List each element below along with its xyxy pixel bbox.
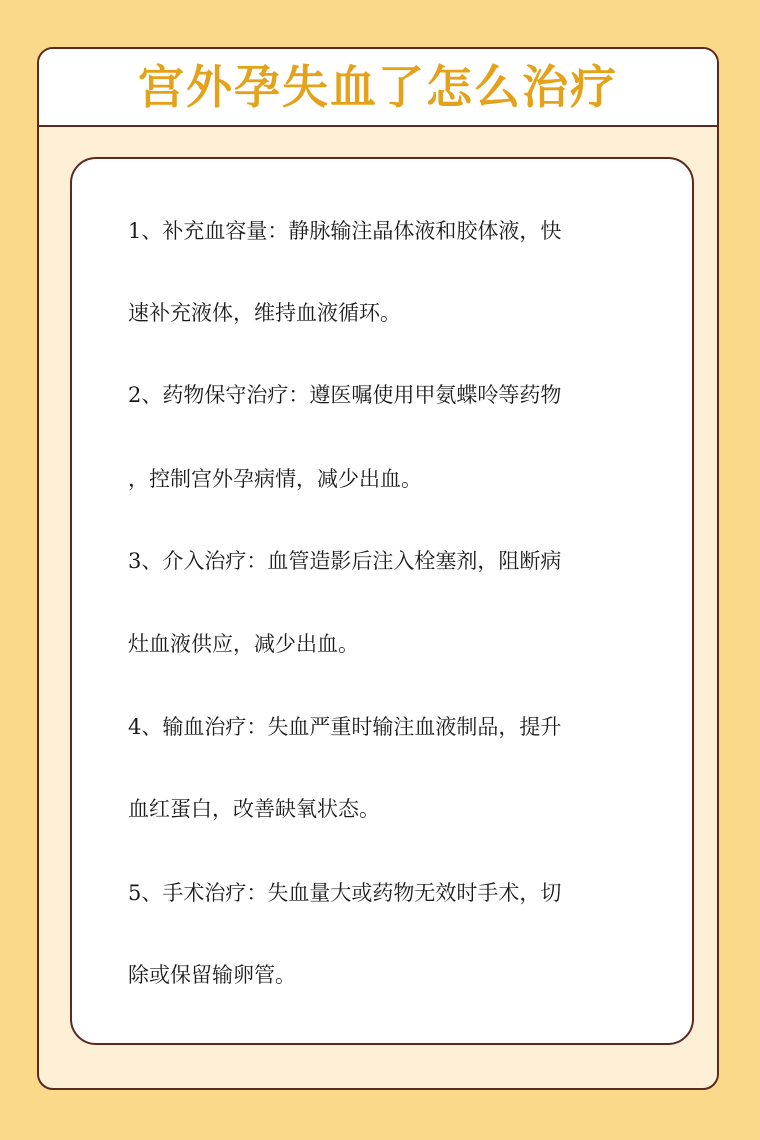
item-4-line-1 bbox=[128, 712, 561, 742]
item-3-number: 3 bbox=[128, 549, 142, 573]
page-title: 宫外孕失血了怎么治疗 bbox=[138, 60, 618, 114]
item-5-text: 、手术治疗：失血量大或药物无效时手术，切 bbox=[141, 881, 562, 905]
info-card bbox=[37, 47, 719, 1090]
item-1-line-1 bbox=[128, 216, 561, 246]
item-3-text: 、介入治疗：血管造影后注入栓塞剂，阻断病 bbox=[141, 549, 562, 573]
item-5-line-2: 除或保留输卵管。 bbox=[128, 963, 296, 987]
item-3-line-2: 灶血液供应，减少出血。 bbox=[128, 632, 359, 656]
item-1-text: 、补充血容量：静脉输注晶体液和胶体液，快 bbox=[141, 219, 562, 243]
item-3-line-1 bbox=[128, 546, 561, 576]
title-bar bbox=[39, 49, 717, 127]
item-2-number: 2 bbox=[128, 383, 142, 407]
item-4-line-2: 血红蛋白，改善缺氧状态。 bbox=[128, 797, 380, 821]
item-5-line-1 bbox=[128, 878, 561, 908]
item-4-text: 、输血治疗：失血严重时输注血液制品，提升 bbox=[141, 715, 562, 739]
item-1-line-2: 速补充液体，维持血液循环。 bbox=[128, 301, 401, 325]
content-panel bbox=[70, 157, 694, 1045]
item-2-line-2: ，控制宫外孕病情，减少出血。 bbox=[128, 467, 422, 491]
item-4-number: 4 bbox=[128, 715, 142, 739]
item-1-number: 1 bbox=[128, 219, 142, 243]
item-5-number: 5 bbox=[128, 881, 142, 905]
item-2-text: 、药物保守治疗：遵医嘱使用甲氨蝶呤等药物 bbox=[141, 383, 562, 407]
item-2-line-1 bbox=[128, 380, 561, 410]
